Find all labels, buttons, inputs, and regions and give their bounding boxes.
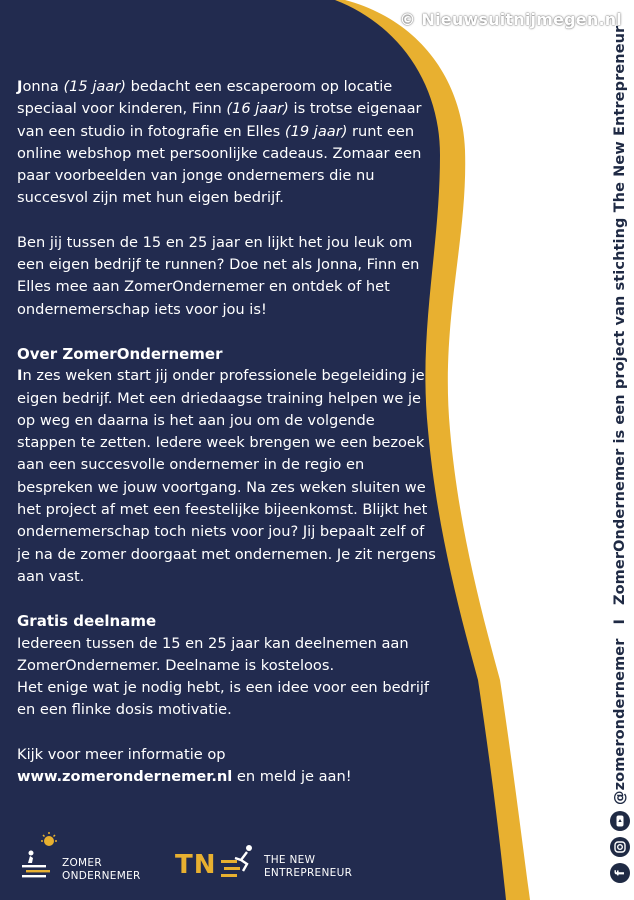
text: en meld je aan! bbox=[232, 768, 352, 786]
age-elles: (19 jaar) bbox=[284, 122, 348, 140]
drop-letter: J bbox=[17, 78, 23, 95]
age-jonna: (15 jaar) bbox=[63, 78, 126, 95]
tne-mark: TN bbox=[175, 850, 217, 880]
youtube-icon[interactable] bbox=[610, 811, 630, 831]
cta-line-1: Kijk voor meer informatie op bbox=[17, 745, 226, 763]
text: n zes weken start jij onder professionele begeleiding je eigen bedrijf. Met een driedaagse training helpen we je op weg en daarna is het aan jou om de volgende stappen te zetten. Iedere week brengen we een bezoek aan een succesvolle ondernemer in de regio en bespreken we jouw voortgang. Na zes weken sluiten we het project af met een feestelijke bijeenkomst. Blijkt het ondernemerschap toch niets voor jou? Jij bepaalt zelf of je na de zomer doorgaat met ondernemen. Je zit nergens aan vast. bbox=[17, 367, 436, 585]
gratis-heading: Gratis deelname bbox=[17, 612, 157, 631]
zomerondernemer-logo bbox=[22, 832, 152, 887]
logo-the-new: THE NEW bbox=[264, 854, 316, 866]
cta-line-2 bbox=[17, 766, 437, 788]
gratis-line-2: Het enige wat je nodig hebt, is een idee voor een bedrijf en een flinke dosis motivatie. bbox=[17, 679, 430, 719]
logo-zomer: ZOMER bbox=[62, 857, 102, 869]
text: runt een online webshop met persoonlijke cadeaus. Zomaar een paar voorbeelden van jonge ondernemers die nu succesvol zijn met hun eigen bedrijf. bbox=[17, 122, 422, 207]
drop-letter: I bbox=[17, 367, 23, 385]
the-new-entrepreneur-logo bbox=[175, 840, 375, 885]
separator: I bbox=[612, 619, 628, 625]
instagram-icon[interactable] bbox=[610, 837, 630, 857]
logo-ondernemer: ONDERNEMER bbox=[62, 870, 141, 882]
article-body bbox=[17, 76, 437, 788]
tagline: ZomerOndernemer is een project van stichting The New Entrepreneur bbox=[612, 25, 628, 605]
over-paragraph bbox=[17, 365, 437, 588]
social-handle: @zomerondernemer bbox=[612, 638, 628, 805]
website-link[interactable]: www.zomerondernemer.nl bbox=[17, 768, 233, 786]
text: onna bbox=[22, 78, 64, 95]
sun-person-icon bbox=[22, 832, 62, 882]
sidebar-vertical-text bbox=[610, 26, 630, 883]
running-person-icon bbox=[221, 840, 261, 880]
text: bedacht een escaperoom op locatie speciaal voor kinderen, Finn bbox=[17, 78, 393, 118]
gratis-line-1: Iedereen tussen de 15 en 25 jaar kan deelnemen aan ZomerOndernemer. Deelname is kosteloos. bbox=[17, 634, 409, 674]
age-finn: (16 jaar) bbox=[226, 100, 289, 118]
facebook-icon[interactable]: f bbox=[610, 863, 630, 883]
over-heading: Over ZomerOndernemer bbox=[17, 344, 223, 363]
text: is trotse eigenaar van een studio in fotografie en Elles bbox=[17, 100, 422, 140]
watermark: © Nieuwsuitnijmegen.nl bbox=[399, 10, 622, 29]
intro-paragraph bbox=[17, 76, 437, 210]
invite-paragraph: Ben jij tussen de 15 en 25 jaar en lijkt het jou leuk om een eigen bedrijf te runnen? Doe net als Jonna, Finn en Elles mee aan ZomerOndernemer en ontdek of het ondernemerschap iets voor jou is! bbox=[17, 233, 420, 318]
logo-entrepreneur: ENTREPRENEUR bbox=[264, 867, 353, 879]
